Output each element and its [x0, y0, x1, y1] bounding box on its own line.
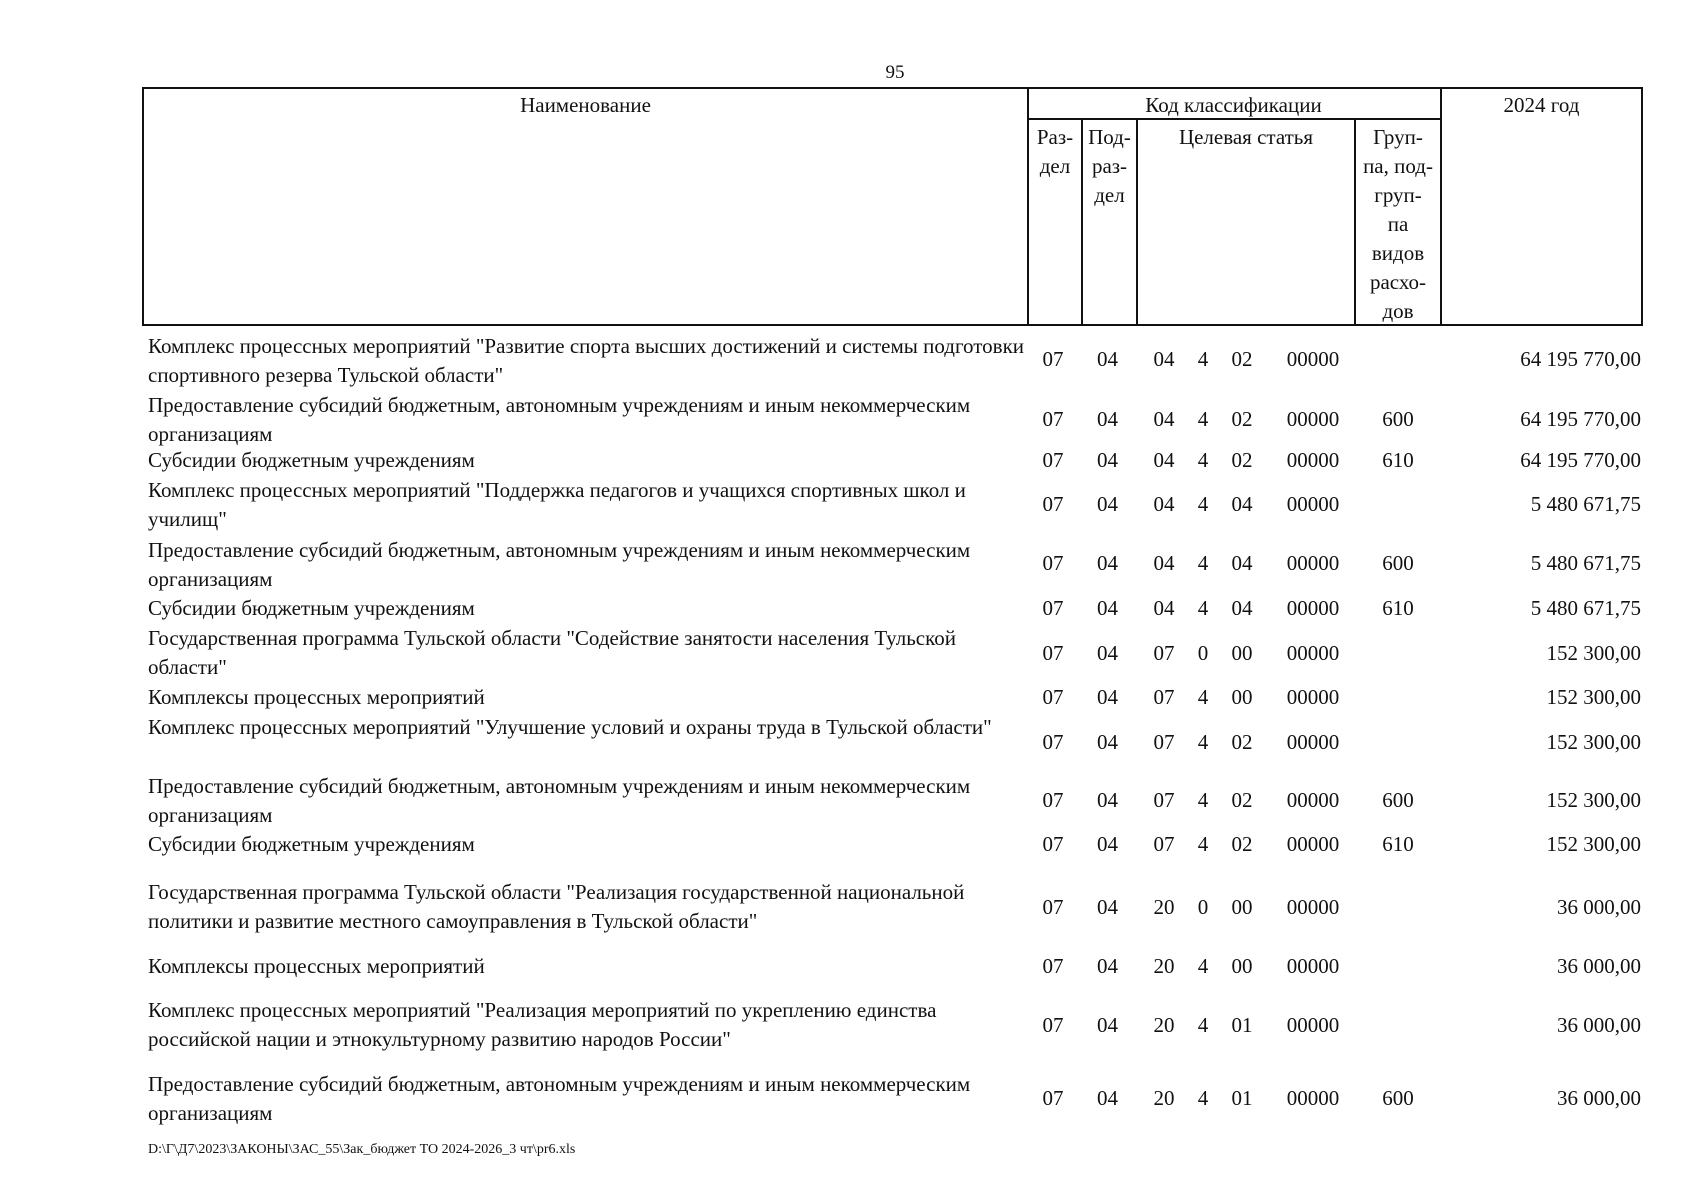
row-podrazdel: 04: [1097, 895, 1118, 919]
row-name: Комплексы процессных мероприятий: [148, 954, 485, 978]
row-amount: 5 480 671,75: [1530, 492, 1641, 516]
row-cs4: 00000: [1286, 641, 1340, 665]
row-podrazdel: 04: [1097, 596, 1118, 620]
row-amount: 36 000,00: [1557, 1086, 1641, 1110]
row-amount: 36 000,00: [1557, 1013, 1641, 1037]
row-name: Государственная программа Тульской области "Реализация государственной национальной политики и развитие местного самоуправления в Тульской области": [148, 880, 965, 933]
row-cs4: 00000: [1286, 551, 1340, 575]
row-cs4: 00000: [1286, 492, 1340, 516]
row-cs3: 01: [1231, 1013, 1253, 1037]
header-classification: Код классификации: [1145, 93, 1322, 117]
row-cs1: 04: [1153, 448, 1175, 472]
row-cs2: 4: [1197, 551, 1209, 575]
row-podrazdel: 04: [1097, 788, 1118, 812]
row-razdel: 07: [1042, 685, 1064, 709]
row-cs2: 0: [1197, 641, 1209, 665]
row-name: Предоставление субсидий бюджетным, автономным учреждениям и иным некоммерческим организациям: [148, 393, 971, 446]
row-cs4: 00000: [1286, 407, 1340, 431]
row-cs3: 02: [1231, 407, 1253, 431]
header-subsection: Под- раз- дел: [1088, 125, 1131, 207]
row-amount: 152 300,00: [1546, 685, 1641, 709]
row-cs3: 04: [1231, 492, 1253, 516]
row-group: 600: [1382, 551, 1414, 575]
row-cs1: 07: [1153, 685, 1175, 709]
row-podrazdel: 04: [1097, 347, 1118, 371]
row-podrazdel: 04: [1097, 1013, 1118, 1037]
file-path-footer: D:\Г\Д7\2023\ЗАКОНЫ\ЗАС_55\Зак_бюджет ТО 2024-2026_3 чт\pr6.xls: [148, 1142, 576, 1157]
row-cs2: 4: [1197, 347, 1209, 371]
row-cs1: 07: [1153, 730, 1175, 754]
row-cs1: 20: [1153, 1013, 1175, 1037]
row-cs4: 00000: [1286, 347, 1340, 371]
row-podrazdel: 04: [1097, 641, 1118, 665]
row-cs4: 00000: [1286, 1013, 1340, 1037]
row-amount: 36 000,00: [1557, 895, 1641, 919]
row-podrazdel: 04: [1097, 492, 1118, 516]
row-cs1: 04: [1153, 492, 1175, 516]
row-amount: 64 195 770,00: [1520, 407, 1641, 431]
row-cs4: 00000: [1286, 1086, 1340, 1110]
row-amount: 5 480 671,75: [1530, 551, 1641, 575]
header-name: Наименование: [520, 93, 651, 117]
row-cs1: 04: [1153, 596, 1175, 620]
row-cs1: 07: [1153, 641, 1175, 665]
row-amount: 64 195 770,00: [1520, 448, 1641, 472]
row-razdel: 07: [1042, 448, 1064, 472]
row-podrazdel: 04: [1097, 832, 1118, 856]
row-amount: 36 000,00: [1557, 954, 1641, 978]
row-group: 610: [1382, 832, 1414, 856]
row-name: Государственная программа Тульской области "Содействие занятости населения Тульской области": [148, 626, 956, 679]
row-razdel: 07: [1042, 730, 1064, 754]
row-cs3: 00: [1231, 641, 1253, 665]
row-name: Субсидии бюджетным учреждениям: [148, 832, 475, 856]
row-name: Предоставление субсидий бюджетным, автономным учреждениям и иным некоммерческим организациям: [148, 538, 971, 591]
row-razdel: 07: [1042, 788, 1064, 812]
row-razdel: 07: [1042, 1086, 1064, 1110]
header-target-article: Целевая статья: [1178, 125, 1314, 149]
row-name: Предоставление субсидий бюджетным, автономным учреждениям и иным некоммерческим организациям: [148, 1072, 971, 1125]
row-cs3: 02: [1231, 347, 1253, 371]
row-cs2: 4: [1197, 788, 1209, 812]
row-amount: 152 300,00: [1546, 788, 1641, 812]
row-cs2: 4: [1197, 448, 1209, 472]
row-cs2: 4: [1197, 1086, 1209, 1110]
row-podrazdel: 04: [1097, 730, 1118, 754]
row-cs2: 4: [1197, 596, 1209, 620]
row-cs2: 0: [1197, 895, 1209, 919]
row-cs3: 02: [1231, 448, 1253, 472]
row-amount: 152 300,00: [1546, 832, 1641, 856]
row-cs3: 04: [1231, 551, 1253, 575]
row-cs4: 00000: [1286, 448, 1340, 472]
row-amount: 5 480 671,75: [1530, 596, 1641, 620]
row-cs1: 07: [1153, 788, 1175, 812]
row-razdel: 07: [1042, 1013, 1064, 1037]
row-amount: 64 195 770,00: [1520, 347, 1641, 371]
row-name: Комплекс процессных мероприятий "Поддержка педагогов и учащихся спортивных школ и училищ": [148, 478, 966, 531]
row-group: 600: [1382, 407, 1414, 431]
row-podrazdel: 04: [1097, 685, 1118, 709]
row-razdel: 07: [1042, 641, 1064, 665]
row-podrazdel: 04: [1097, 954, 1118, 978]
row-cs3: 00: [1231, 895, 1253, 919]
row-cs2: 4: [1197, 954, 1209, 978]
row-cs3: 02: [1231, 730, 1253, 754]
row-name: Комплекс процессных мероприятий "Реализация мероприятий по укреплению единства российской нации и этнокультурному развитию народов России": [148, 998, 937, 1051]
row-cs4: 00000: [1286, 596, 1340, 620]
row-cs3: 04: [1231, 596, 1253, 620]
row-cs2: 4: [1197, 685, 1209, 709]
row-razdel: 07: [1042, 954, 1064, 978]
row-cs1: 20: [1153, 895, 1175, 919]
row-razdel: 07: [1042, 347, 1064, 371]
row-amount: 152 300,00: [1546, 641, 1641, 665]
row-podrazdel: 04: [1097, 551, 1118, 575]
row-cs1: 20: [1153, 954, 1175, 978]
row-cs1: 04: [1153, 347, 1175, 371]
row-group: 600: [1382, 788, 1414, 812]
row-razdel: 07: [1042, 596, 1064, 620]
row-name: Комплексы процессных мероприятий: [148, 685, 485, 709]
row-razdel: 07: [1042, 407, 1064, 431]
row-razdel: 07: [1042, 832, 1064, 856]
row-cs3: 00: [1231, 954, 1253, 978]
row-cs2: 4: [1197, 407, 1209, 431]
header-divider: [1440, 89, 1442, 324]
row-cs4: 00000: [1286, 895, 1340, 919]
row-cs2: 4: [1197, 730, 1209, 754]
row-group: 610: [1382, 448, 1414, 472]
row-cs3: 01: [1231, 1086, 1253, 1110]
row-cs4: 00000: [1286, 954, 1340, 978]
row-group: 600: [1382, 1086, 1414, 1110]
row-cs2: 4: [1197, 1013, 1209, 1037]
table-header: [142, 87, 1643, 326]
row-razdel: 07: [1042, 492, 1064, 516]
row-name: Комплекс процессных мероприятий "Развитие спорта высших достижений и системы подготовки спортивного резерва Тульской области": [148, 334, 1025, 387]
row-cs4: 00000: [1286, 832, 1340, 856]
header-group: Груп- па, под- груп- па видов расхо- дов: [1363, 125, 1433, 323]
row-razdel: 07: [1042, 551, 1064, 575]
row-cs4: 00000: [1286, 685, 1340, 709]
row-cs1: 04: [1153, 551, 1175, 575]
row-name: Субсидии бюджетным учреждениям: [148, 448, 475, 472]
row-cs3: 02: [1231, 788, 1253, 812]
row-cs2: 4: [1197, 492, 1209, 516]
header-year: 2024 год: [1503, 93, 1580, 117]
page-number: 95: [885, 62, 905, 83]
row-group: 610: [1382, 596, 1414, 620]
row-cs4: 00000: [1286, 788, 1340, 812]
row-podrazdel: 04: [1097, 407, 1118, 431]
row-cs4: 00000: [1286, 730, 1340, 754]
row-name: Субсидии бюджетным учреждениям: [148, 596, 475, 620]
row-amount: 152 300,00: [1546, 730, 1641, 754]
row-cs3: 00: [1231, 685, 1253, 709]
row-cs1: 04: [1153, 407, 1175, 431]
row-cs1: 07: [1153, 832, 1175, 856]
row-name: Предоставление субсидий бюджетным, автономным учреждениям и иным некоммерческим организациям: [148, 774, 971, 827]
row-cs3: 02: [1231, 832, 1253, 856]
row-cs1: 20: [1153, 1086, 1175, 1110]
row-name: Комплекс процессных мероприятий "Улучшение условий и охраны труда в Тульской области": [148, 715, 992, 739]
row-razdel: 07: [1042, 895, 1064, 919]
header-section: Раз- дел: [1036, 125, 1074, 178]
row-cs2: 4: [1197, 832, 1209, 856]
row-podrazdel: 04: [1097, 1086, 1118, 1110]
row-podrazdel: 04: [1097, 448, 1118, 472]
